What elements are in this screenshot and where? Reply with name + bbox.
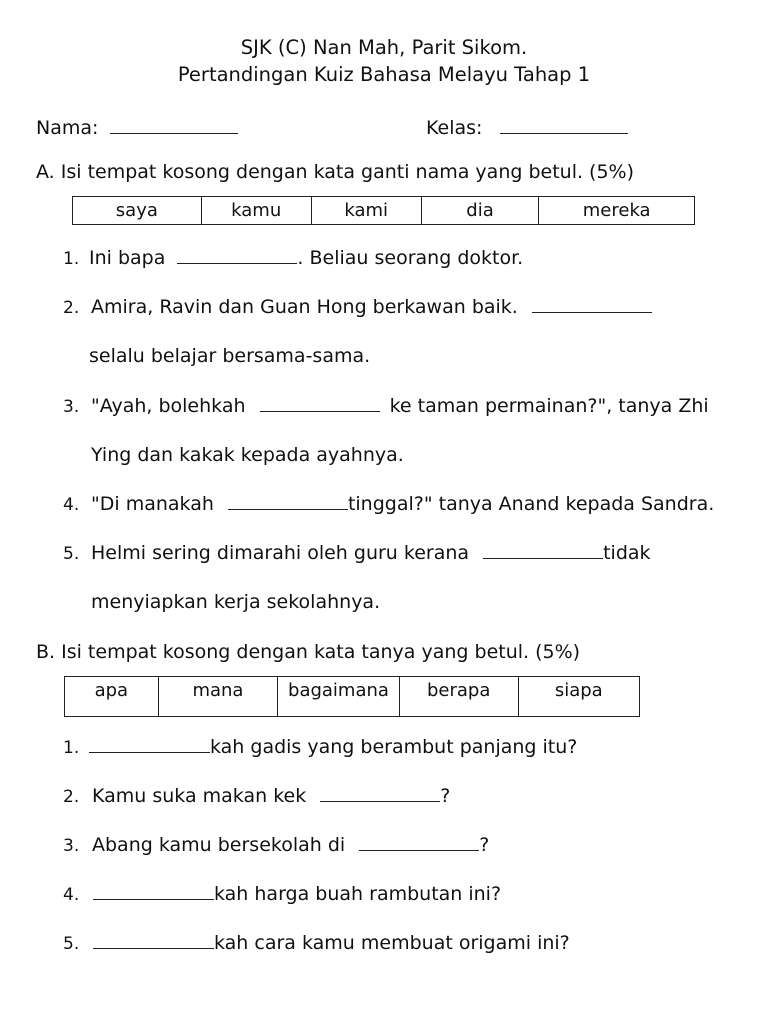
answer-blank[interactable] xyxy=(359,849,479,851)
question-text: "Di manakah xyxy=(91,493,214,515)
question-number: 3. xyxy=(63,836,80,856)
answer-blank[interactable] xyxy=(228,508,348,510)
question-text: ke taman permainan?", tanya Zhi xyxy=(389,395,709,417)
question-b1 xyxy=(89,736,577,758)
name-blank[interactable] xyxy=(110,132,238,134)
question-number: 3. xyxy=(63,397,80,417)
question-number: 2. xyxy=(63,787,80,807)
word-option: dia xyxy=(421,197,539,225)
question-text: ? xyxy=(440,785,451,807)
question-number: 4. xyxy=(63,885,80,905)
question-a5-line2: menyiapkan kerja sekolahnya. xyxy=(91,591,381,613)
question-number: 1. xyxy=(63,249,80,269)
quiz-title: Pertandingan Kuiz Bahasa Melayu Tahap 1 xyxy=(177,63,591,86)
question-a5 xyxy=(91,542,651,564)
question-a2-line2: selalu belajar bersama-sama. xyxy=(89,345,371,367)
word-option: berapa xyxy=(399,677,518,717)
answer-blank[interactable] xyxy=(93,947,214,949)
question-b5 xyxy=(93,932,570,954)
word-option: mereka xyxy=(539,197,695,225)
question-number: 2. xyxy=(63,298,80,318)
question-text: kah cara kamu membuat origami ini? xyxy=(214,932,570,954)
name-field xyxy=(36,117,238,139)
question-text: . Beliau seorang doktor. xyxy=(297,247,524,269)
question-text: Amira, Ravin dan Guan Hong berkawan baik. xyxy=(91,296,518,318)
question-text: Ini bapa xyxy=(89,247,166,269)
answer-blank[interactable] xyxy=(320,800,440,802)
word-option: saya xyxy=(73,197,202,225)
section-b-word-box xyxy=(64,676,640,717)
question-number: 5. xyxy=(63,544,80,564)
question-text: kah harga buah rambutan ini? xyxy=(214,883,502,905)
answer-blank[interactable] xyxy=(177,262,297,264)
word-option: kamu xyxy=(201,197,311,225)
question-a3 xyxy=(91,395,709,417)
question-text: "Ayah, bolehkah xyxy=(91,395,246,417)
question-number: 1. xyxy=(63,738,80,758)
question-text: Abang kamu bersekolah di xyxy=(92,834,346,856)
class-blank[interactable] xyxy=(500,132,628,134)
question-number: 5. xyxy=(63,934,80,954)
question-text: Kamu suka makan kek xyxy=(92,785,307,807)
section-a-heading: A. Isi tempat kosong dengan kata ganti nama yang betul. (5%) xyxy=(36,161,635,183)
answer-blank[interactable] xyxy=(93,898,214,900)
question-text: Helmi sering dimarahi oleh guru kerana xyxy=(91,542,470,564)
answer-blank[interactable] xyxy=(89,751,210,753)
class-field xyxy=(426,117,628,139)
word-option: siapa xyxy=(518,677,639,717)
name-label: Nama: xyxy=(36,117,99,139)
word-option: bagaimana xyxy=(278,677,400,717)
section-a-word-box xyxy=(72,196,695,225)
question-text: ? xyxy=(479,834,490,856)
question-b3 xyxy=(92,834,489,856)
question-a1 xyxy=(89,247,523,269)
word-option: mana xyxy=(158,677,278,717)
section-b-heading: B. Isi tempat kosong dengan kata tanya yang betul. (5%) xyxy=(36,641,581,663)
school-name: SJK (C) Nan Mah, Parit Sikom. xyxy=(240,36,528,59)
question-a2 xyxy=(91,296,652,318)
question-b4 xyxy=(93,883,501,905)
word-option: apa xyxy=(65,677,159,717)
question-number: 4. xyxy=(63,495,80,515)
class-label: Kelas: xyxy=(426,117,483,139)
answer-blank[interactable] xyxy=(483,557,603,559)
answer-blank[interactable] xyxy=(532,311,652,313)
question-b2 xyxy=(92,785,450,807)
question-text: tidak xyxy=(603,542,651,564)
word-option: kami xyxy=(311,197,421,225)
answer-blank[interactable] xyxy=(260,410,380,412)
question-a3-line2: Ying dan kakak kepada ayahnya. xyxy=(91,444,404,466)
question-text: kah gadis yang berambut panjang itu? xyxy=(210,736,578,758)
question-text: tinggal?" tanya Anand kepada Sandra. xyxy=(347,493,715,515)
question-a4 xyxy=(91,493,714,515)
